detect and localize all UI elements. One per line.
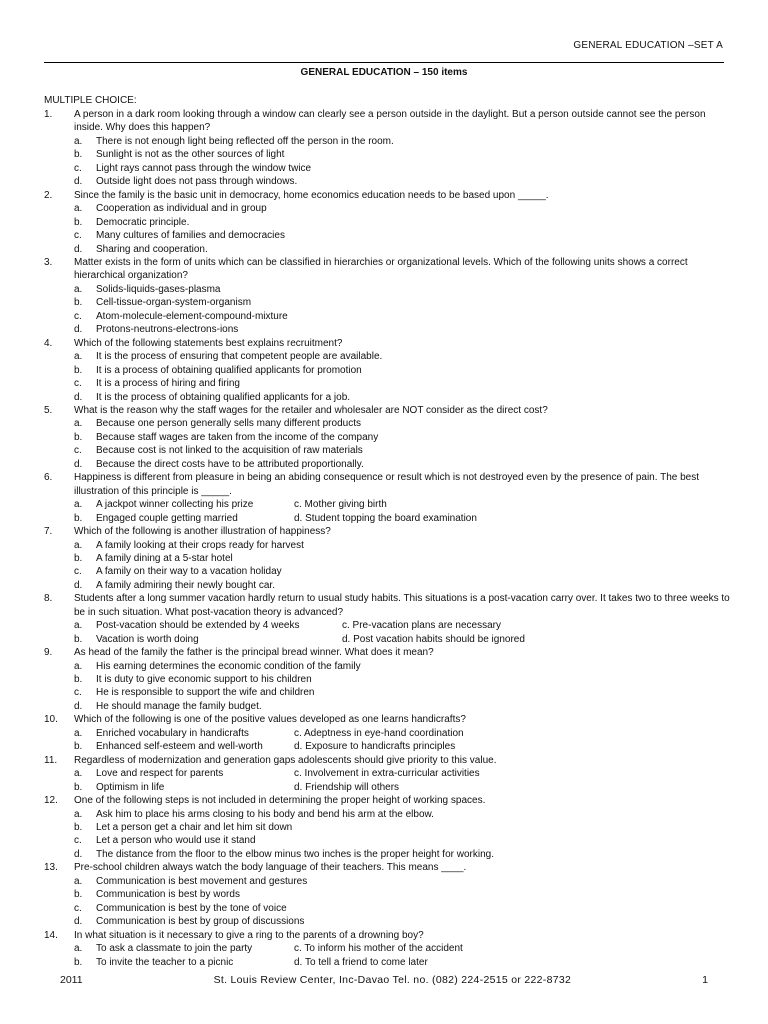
question-item [44, 929, 734, 969]
question-item [44, 525, 734, 592]
question-item [44, 337, 734, 404]
answer-option [44, 444, 734, 457]
question-stem [44, 861, 734, 874]
answer-option [44, 162, 734, 175]
option-letter: a. [74, 808, 83, 820]
answer-option [44, 673, 734, 686]
answer-option: c. Pre-vacation plans are necessary [342, 620, 501, 632]
answer-option [74, 633, 342, 646]
answer-option [44, 700, 734, 713]
question-number: 10. [44, 714, 58, 726]
option-text: It is a process of hiring and firing [96, 378, 240, 390]
option-text: He is responsible to support the wife and children [96, 687, 315, 699]
question-stem [44, 108, 734, 135]
option-text: A family looking at their crops ready for harvest [96, 539, 304, 551]
option-letter: d. [74, 243, 83, 255]
question-stem [44, 794, 734, 807]
answer-option [74, 740, 294, 753]
question-text: What is the reason why the staff wages for the retailer and wholesaler are NOT consider as the direct cost? [74, 404, 548, 416]
question-text: As head of the family the father is the principal bread winner. What does it mean? [74, 647, 434, 659]
option-text: Protons-neutrons-electrons-ions [96, 324, 239, 336]
option-text: Because the direct costs have to be attributed proportionally. [96, 458, 364, 470]
answer-option [44, 458, 734, 471]
question-number: 13. [44, 862, 58, 874]
option-letter: b. [74, 364, 83, 376]
option-text: Love and respect for parents [96, 768, 224, 780]
option-text: Post-vacation should be extended by 4 weeks [96, 620, 300, 632]
answer-option [44, 539, 734, 552]
answer-option: c. To inform his mother of the accident [294, 943, 463, 955]
option-letter: c. [74, 230, 82, 242]
option-text: His earning determines the economic condition of the family [96, 660, 361, 672]
answer-option [44, 243, 734, 256]
answer-option [44, 834, 734, 847]
option-letter: b. [74, 297, 83, 309]
option-text: Communication is best by the tone of voice [96, 902, 287, 914]
option-letter: a. [74, 768, 83, 780]
option-text: Atom-molecule-element-compound-mixture [96, 310, 288, 322]
answer-option [44, 417, 734, 430]
option-text: There is not enough light being reflected off the person in the room. [96, 135, 394, 147]
answer-option [44, 821, 734, 834]
question-text: Happiness is different from pleasure in being an abiding consequence or result which is not destroyed even by the presence of pain. The best illustration of this principle is _____. [74, 472, 700, 497]
answer-option [44, 552, 734, 565]
answer-option-row [44, 498, 734, 511]
question-number: 9. [44, 647, 53, 659]
question-stem [44, 337, 734, 350]
answer-option [44, 202, 734, 215]
option-letter: a. [74, 539, 83, 551]
question-stem [44, 929, 734, 942]
option-text: Enhanced self-esteem and well-worth [96, 741, 263, 753]
option-text: Light rays cannot pass through the window twice [96, 162, 312, 174]
option-text: Because cost is not linked to the acquisition of raw materials [96, 445, 363, 457]
option-letter: b. [74, 781, 83, 793]
answer-option-row [44, 633, 734, 646]
option-letter: d. [74, 391, 83, 403]
option-letter: b. [74, 512, 83, 524]
option-letter: a. [74, 283, 83, 295]
option-letter: a. [74, 875, 83, 887]
answer-option [44, 431, 734, 444]
option-text: It is the process of obtaining qualified applicants for a job. [96, 391, 351, 403]
question-number: 8. [44, 593, 53, 605]
option-text: A family admiring their newly bought car. [96, 579, 275, 591]
question-item [44, 404, 734, 471]
answer-option [74, 781, 294, 794]
question-number: 4. [44, 337, 53, 349]
option-text: Because one person generally sells many different products [96, 418, 361, 430]
option-text: Because staff wages are taken from the income of the company [96, 431, 379, 443]
question-number: 1. [44, 109, 53, 120]
question-text: One of the following steps is not included in determining the proper height of working spaces. [74, 795, 486, 807]
question-number: 12. [44, 795, 58, 807]
answer-option [44, 848, 734, 861]
answer-option: d. To tell a friend to come later [294, 956, 428, 968]
answer-option-row [44, 740, 734, 753]
option-text: Solids-liquids-gases-plasma [96, 283, 221, 295]
option-text: Let a person who would use it stand [96, 835, 256, 847]
answer-option [44, 888, 734, 901]
question-text: Which of the following is one of the positive values developed as one learns handicrafts? [74, 714, 466, 726]
header-set-label: GENERAL EDUCATION –SET A [573, 40, 723, 51]
question-text: Which of the following statements best explains recruitment? [74, 337, 343, 349]
answer-option [44, 686, 734, 699]
question-text: In what situation is it necessary to give a ring to the parents of a drowning boy? [74, 929, 424, 941]
option-letter: a. [74, 727, 83, 739]
option-text: Ask him to place his arms closing to his body and bend his arm at the elbow. [96, 808, 434, 820]
answer-option: d. Post vacation habits should be ignored [342, 633, 525, 645]
option-letter: a. [74, 499, 83, 511]
answer-option [44, 216, 734, 229]
question-text: A person in a dark room looking through a window can clearly see a person outside in the daylight. But a person outside cannot see the person inside. Why does this happen? [74, 109, 706, 134]
answer-option [44, 310, 734, 323]
answer-option-row [44, 781, 734, 794]
option-text: It is a process of obtaining qualified applicants for promotion [96, 364, 362, 376]
answer-option [44, 808, 734, 821]
answer-option [74, 498, 294, 511]
option-letter: d. [74, 579, 83, 591]
question-number: 14. [44, 929, 58, 941]
option-letter: b. [74, 889, 83, 901]
question-stem [44, 525, 734, 538]
answer-option [44, 391, 734, 404]
option-letter: b. [74, 741, 83, 753]
page-number: 1 [702, 974, 708, 986]
answer-option [44, 323, 734, 336]
answer-option [44, 565, 734, 578]
answer-option [44, 296, 734, 309]
answer-option [44, 148, 734, 161]
answer-option [44, 660, 734, 673]
answer-option-row [44, 942, 734, 955]
option-text: Outside light does not pass through windows. [96, 176, 298, 188]
option-text: Many cultures of families and democracies [96, 230, 285, 242]
option-letter: b. [74, 149, 83, 161]
option-text: Communication is best movement and gestures [96, 875, 308, 887]
question-item [44, 794, 734, 861]
option-text: Cooperation as individual and in group [96, 203, 267, 215]
question-stem [44, 189, 734, 202]
answer-option: c. Adeptness in eye-hand coordination [294, 727, 464, 739]
option-letter: a. [74, 351, 83, 363]
option-text: To invite the teacher to a picnic [96, 956, 234, 968]
answer-option: d. Friendship will others [294, 781, 400, 793]
answer-option [44, 364, 734, 377]
page-title: GENERAL EDUCATION – 150 items [300, 67, 468, 78]
question-stem [44, 256, 734, 283]
question-item [44, 471, 734, 525]
answer-option [44, 377, 734, 390]
question-number: 7. [44, 526, 53, 538]
option-letter: d. [74, 458, 83, 470]
answer-option [44, 135, 734, 148]
question-item [44, 861, 734, 928]
question-text: Regardless of modernization and generation gaps adolescents should give priority to this value. [74, 754, 497, 766]
answer-option [44, 875, 734, 888]
question-list [44, 108, 734, 969]
option-letter: b. [74, 552, 83, 564]
question-item [44, 754, 734, 794]
option-letter: b. [74, 633, 83, 645]
option-text: The distance from the floor to the elbow minus two inches is the proper height for working. [96, 848, 494, 860]
question-stem [44, 471, 734, 498]
option-letter: c. [74, 162, 82, 174]
answer-option [44, 175, 734, 188]
answer-option-row [44, 512, 734, 525]
option-text: Enriched vocabulary in handicrafts [96, 727, 249, 739]
option-letter: c. [74, 378, 82, 390]
answer-option [44, 350, 734, 363]
option-text: Optimism in life [96, 781, 165, 793]
answer-option-row [44, 956, 734, 969]
option-text: He should manage the family budget. [96, 700, 262, 712]
answer-option: d. Student topping the board examination [294, 512, 477, 524]
option-text: To ask a classmate to join the party [96, 943, 253, 955]
option-text: Cell-tissue-organ-system-organism [96, 297, 252, 309]
option-text: Engaged couple getting married [96, 512, 238, 524]
option-letter: d. [74, 848, 83, 860]
option-text: Vacation is worth doing [96, 633, 199, 645]
answer-option [44, 915, 734, 928]
question-item [44, 256, 734, 337]
option-text: Democratic principle. [96, 216, 190, 228]
question-number: 3. [44, 256, 53, 268]
answer-option [44, 229, 734, 242]
option-letter: c. [74, 566, 82, 578]
option-text: It is the process of ensuring that competent people are available. [96, 351, 383, 363]
option-text: Sharing and cooperation. [96, 243, 208, 255]
answer-option-row [44, 727, 734, 740]
option-letter: b. [74, 822, 83, 834]
question-item [44, 646, 734, 713]
answer-option [44, 283, 734, 296]
question-text: Matter exists in the form of units which can be classified in hierarchies or organizational levels. Which of the following units shows a correct hierarchical organization? [74, 256, 688, 282]
question-stem [44, 646, 734, 659]
option-letter: d. [74, 324, 83, 336]
option-letter: a. [74, 135, 83, 147]
option-text: Sunlight is not as the other sources of light [96, 149, 285, 161]
option-letter: a. [74, 203, 83, 215]
option-letter: c. [74, 687, 82, 699]
option-letter: a. [74, 620, 83, 632]
answer-option: c. Involvement in extra-curricular activities [294, 768, 480, 780]
question-number: 2. [44, 189, 53, 201]
question-text: Which of the following is another illustration of happiness? [74, 526, 331, 538]
option-text: A jackpot winner collecting his prize [96, 499, 254, 511]
answer-option [74, 767, 294, 780]
question-number: 5. [44, 404, 53, 416]
option-letter: d. [74, 176, 83, 188]
option-text: Communication is best by words [96, 889, 240, 901]
question-number: 11. [44, 754, 58, 766]
answer-option [74, 727, 294, 740]
question-item [44, 713, 734, 753]
question-item [44, 592, 734, 646]
section-heading: MULTIPLE CHOICE: [44, 95, 137, 106]
option-text: Let a person get a chair and let him sit down [96, 822, 293, 834]
question-stem [44, 404, 734, 417]
answer-option [74, 512, 294, 525]
header-rule [44, 62, 724, 63]
answer-option: d. Exposure to handicrafts principles [294, 741, 456, 753]
question-text: Since the family is the basic unit in democracy, home economics education needs to be based upon _____. [74, 189, 549, 201]
question-stem [44, 713, 734, 726]
answer-option [74, 956, 294, 969]
answer-option [44, 579, 734, 592]
question-item [44, 189, 734, 256]
answer-option-row [44, 619, 734, 632]
question-text: Students after a long summer vacation hardly return to usual study habits. This situations is a post-vacation carry over. It takes two to three weeks to be in such situation. What post-vacation theory is advanced? [74, 593, 730, 618]
option-letter: a. [74, 943, 83, 955]
question-stem [44, 592, 734, 619]
option-text: It is duty to give economic support to his children [96, 674, 312, 686]
option-text: A family dining at a 5-star hotel [96, 552, 233, 564]
option-letter: a. [74, 660, 83, 672]
option-text: Communication is best by group of discussions [96, 916, 305, 928]
question-stem [44, 754, 734, 767]
option-letter: c. [74, 310, 82, 322]
question-text: Pre-school children always watch the body language of their teachers. This means ____. [74, 862, 467, 874]
answer-option [74, 942, 294, 955]
answer-option [74, 619, 342, 632]
option-letter: b. [74, 431, 83, 443]
option-letter: c. [74, 902, 82, 914]
page-footer [60, 974, 708, 986]
answer-option-row [44, 767, 734, 780]
question-item [44, 108, 734, 189]
answer-option: c. Mother giving birth [294, 499, 387, 511]
option-letter: c. [74, 835, 82, 847]
option-letter: a. [74, 418, 83, 430]
answer-option [44, 902, 734, 915]
footer-year: 2011 [60, 974, 83, 986]
question-number: 6. [44, 472, 53, 484]
option-letter: d. [74, 700, 83, 712]
option-letter: c. [74, 445, 82, 457]
option-text: A family on their way to a vacation holiday [96, 566, 282, 578]
option-letter: b. [74, 216, 83, 228]
option-letter: d. [74, 916, 83, 928]
option-letter: b. [74, 956, 83, 968]
option-letter: b. [74, 674, 83, 686]
footer-contact: St. Louis Review Center, Inc-Davao Tel. no. (082) 224-2515 or 222-8732 [213, 974, 572, 986]
